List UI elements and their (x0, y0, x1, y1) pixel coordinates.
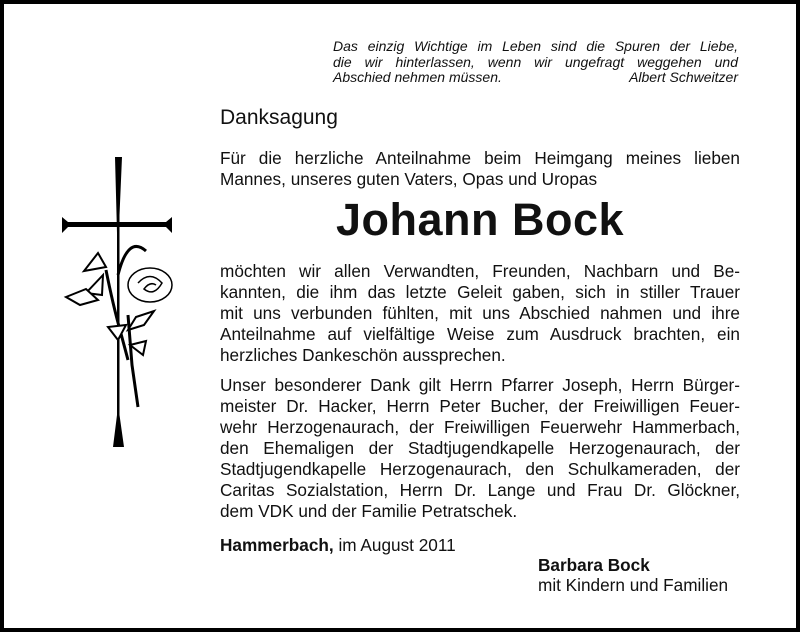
date: im August 2011 (338, 535, 456, 555)
signature-name: Barbara Bock (538, 555, 650, 575)
intro-paragraph (220, 148, 740, 190)
place: Hammerbach, (220, 535, 334, 555)
text-line: Mannes, unseres guten Vaters, Opas und Uropas (220, 169, 598, 189)
text-line: Für die herzliche Anteilnahme beim Heimgang meines lieben (220, 148, 740, 168)
text-line: Das einzig Wichtige im Leben sind die Spuren der Liebe, (333, 38, 738, 54)
place-date (220, 535, 456, 556)
text-line: Stadtjugendkapelle Herzogenaurach, den Schulkameraden, der (220, 459, 740, 479)
text-line: dem VDK und der Familie Petratschek. (220, 501, 518, 521)
text-line: Anteilnahme auf vielfältige Weise zum Ausdruck brachten, ein (220, 324, 740, 344)
quote-last-line: Abschied nehmen müssen. (333, 69, 502, 85)
text-line: mit uns verbunden fühlten, mit uns Abschied nahmen und ihre (220, 303, 740, 323)
text-line: die wir hinterlassen, wenn wir ungefragt weggehen und (333, 53, 738, 70)
text-line: möchten wir allen Verwandten, Freunden, Nachbarn und Be- (220, 261, 740, 281)
signature-family: mit Kindern und Familien (538, 575, 729, 595)
heading: Danksagung (220, 106, 338, 129)
deceased-name: Johann Bock (335, 194, 625, 245)
signature (538, 555, 728, 595)
epigraph-quote (333, 39, 738, 86)
quote-author: Albert Schweitzer (629, 69, 738, 85)
text-line: herzliches Dankeschön aussprechen. (220, 345, 506, 365)
text-line: wehr Herzogenaurach, der Freiwilligen Feuerwehr Hammerbach, (220, 417, 740, 437)
text-line: meister Dr. Hacker, Herrn Peter Bucher, der Freiwilligen Feuer- (220, 396, 740, 416)
text-line: den Ehemaligen der Stadtjugendkapelle Herzogenaurach, der (220, 438, 740, 458)
thanks-paragraph (220, 261, 740, 366)
text-line: Caritas Sozialstation, Herrn Dr. Lange und Frau Dr. Glöckner, (220, 480, 740, 500)
special-thanks-paragraph (220, 375, 740, 522)
text-line: Unser besonderer Dank gilt Herrn Pfarrer Joseph, Herrn Bürger- (220, 375, 740, 395)
text-line: kannten, die ihm das letzte Geleit gaben, sich in stiller Trauer (220, 282, 740, 302)
cross-with-rose-icon (58, 155, 178, 450)
